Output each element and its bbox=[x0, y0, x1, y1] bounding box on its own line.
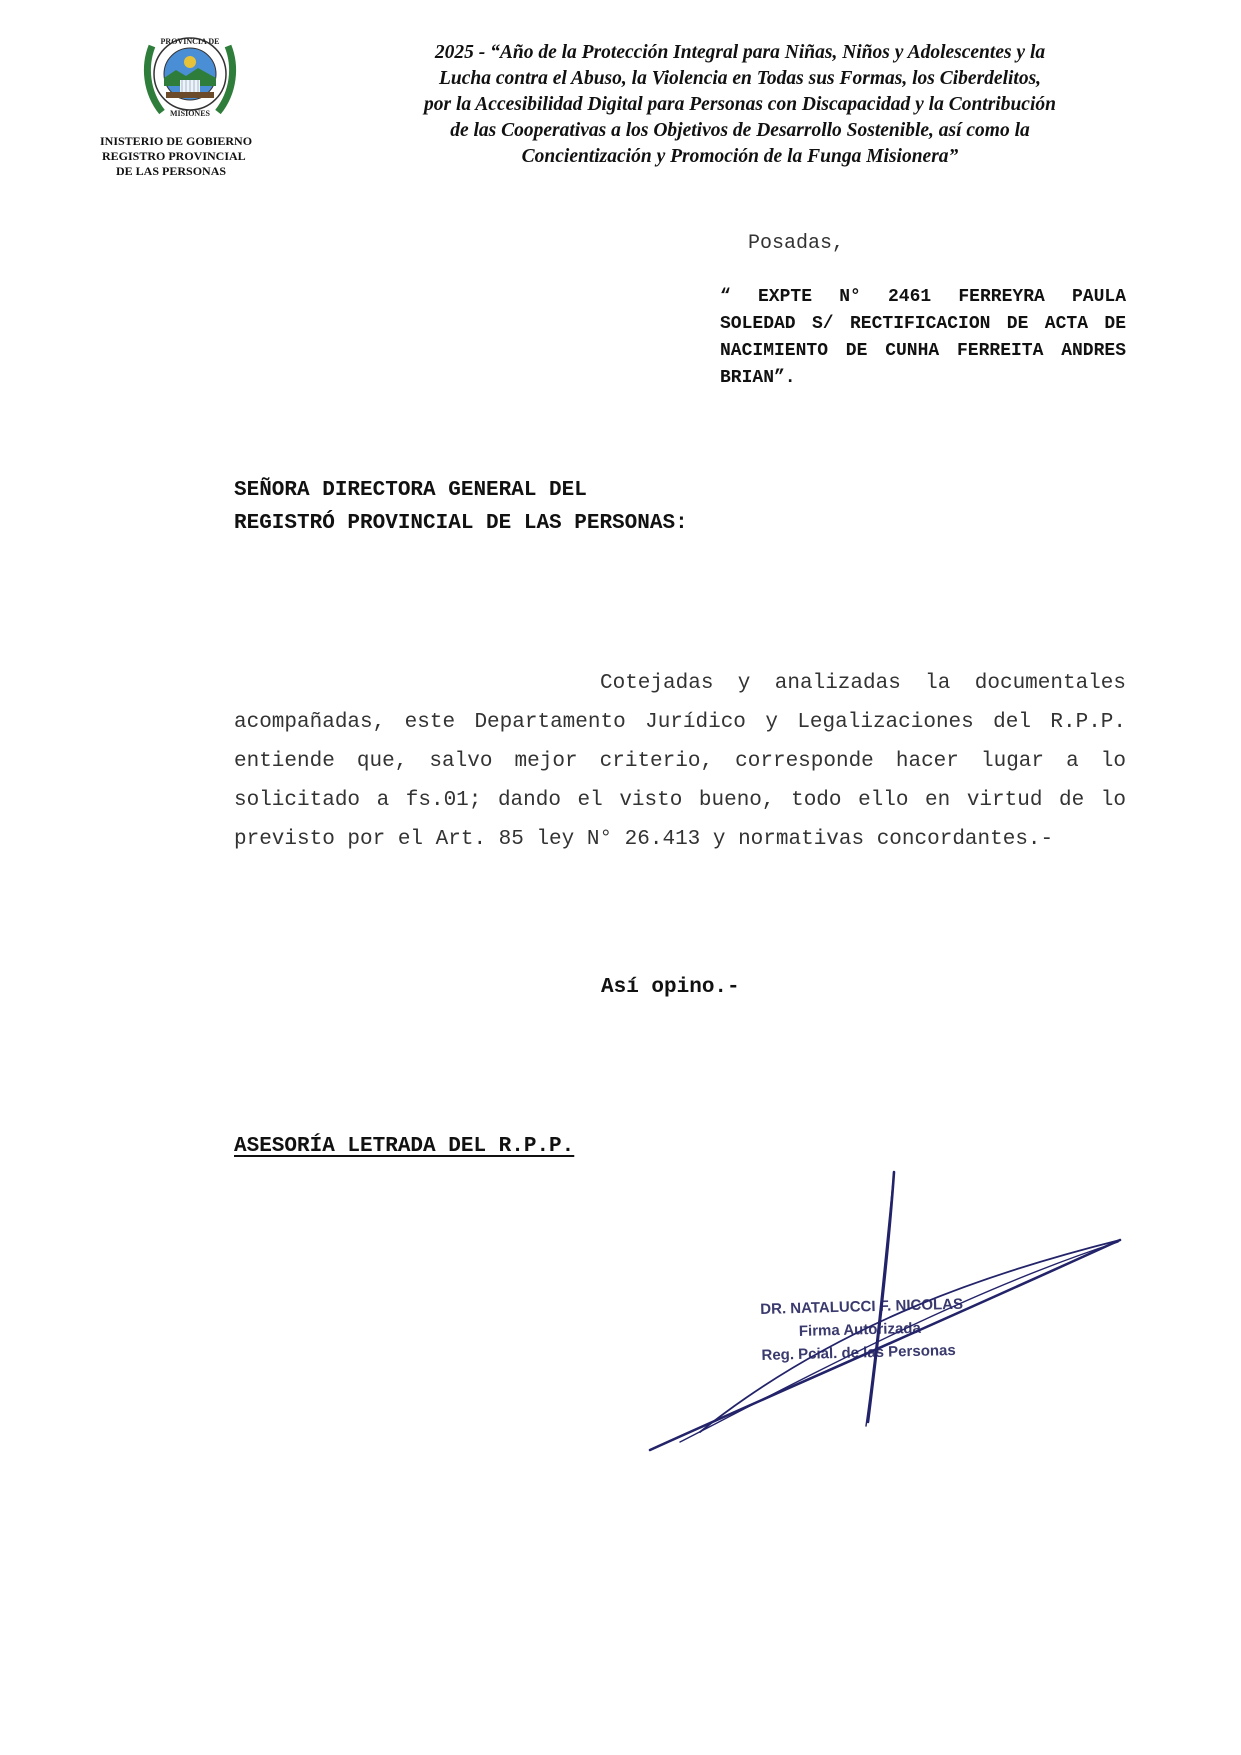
body-text: Cotejadas y analizadas la documentales acompañadas, este Departamento Jurídico y Legalizaciones del R.P.P. entiende que, salvo mejor criterio, corresponde hacer lugar a lo solicitado a fs.01; dando el visto bueno, todo ello en virtud de lo previsto por el Art. 85 ley N° 26.413 y normativas concordantes.- bbox=[234, 672, 1126, 851]
ministry-block bbox=[100, 134, 290, 179]
handwritten-signature bbox=[640, 1170, 1140, 1460]
ministry-line: INISTERIO DE GOBIERNO bbox=[100, 134, 253, 148]
ministry-line: DE LAS PERSONAS bbox=[116, 164, 227, 178]
salutation bbox=[234, 474, 688, 540]
case-reference: “ EXPTE N° 2461 FERREYRA PAULA SOLEDAD S/ RECTIFICACION DE ACTA DE NACIMIENTO DE CUNHA FERREITA ANDRES BRIAN”. bbox=[720, 287, 1126, 388]
body-paragraph bbox=[234, 664, 1126, 859]
stamp-line: DR. NATALUCCI F. NICOLAS bbox=[760, 1295, 964, 1318]
salutation-line: SEÑORA DIRECTORA GENERAL DEL bbox=[234, 479, 587, 502]
motto-line: de las Cooperativas a los Objetivos de Desarrollo Sostenible, así como la bbox=[450, 120, 1030, 141]
seal-bottom-text: MISIONES bbox=[169, 109, 211, 118]
stamp-line: Reg. Pcial. de las Personas bbox=[761, 1341, 956, 1364]
stamp-line: Firma Autorizada bbox=[798, 1319, 922, 1340]
salutation-line: REGISTRÓ PROVINCIAL DE LAS PERSONAS: bbox=[234, 512, 688, 535]
motto-line: Concientización y Promoción de la Funga Misionera” bbox=[521, 146, 959, 167]
motto-line: Lucha contra el Abuso, la Violencia en Todas sus Formas, los Ciberdelitos, bbox=[438, 68, 1042, 89]
province-seal-logo bbox=[142, 26, 238, 122]
opinion-line: Así opino.- bbox=[601, 976, 740, 999]
ministry-line: REGISTRO PROVINCIAL bbox=[102, 149, 246, 163]
place-date: Posadas, bbox=[748, 232, 845, 255]
year-motto bbox=[350, 40, 1130, 170]
seal-top-text: PROVINCIA DE bbox=[160, 37, 220, 46]
advisory-title: ASESORÍA LETRADA DEL R.P.P. bbox=[234, 1135, 575, 1158]
motto-line: por la Accesibilidad Digital para Personas con Discapacidad y la Contribución bbox=[424, 94, 1056, 115]
motto-line: 2025 - “Año de la Protección Integral para Niñas, Niños y Adolescentes y la bbox=[434, 42, 1046, 63]
